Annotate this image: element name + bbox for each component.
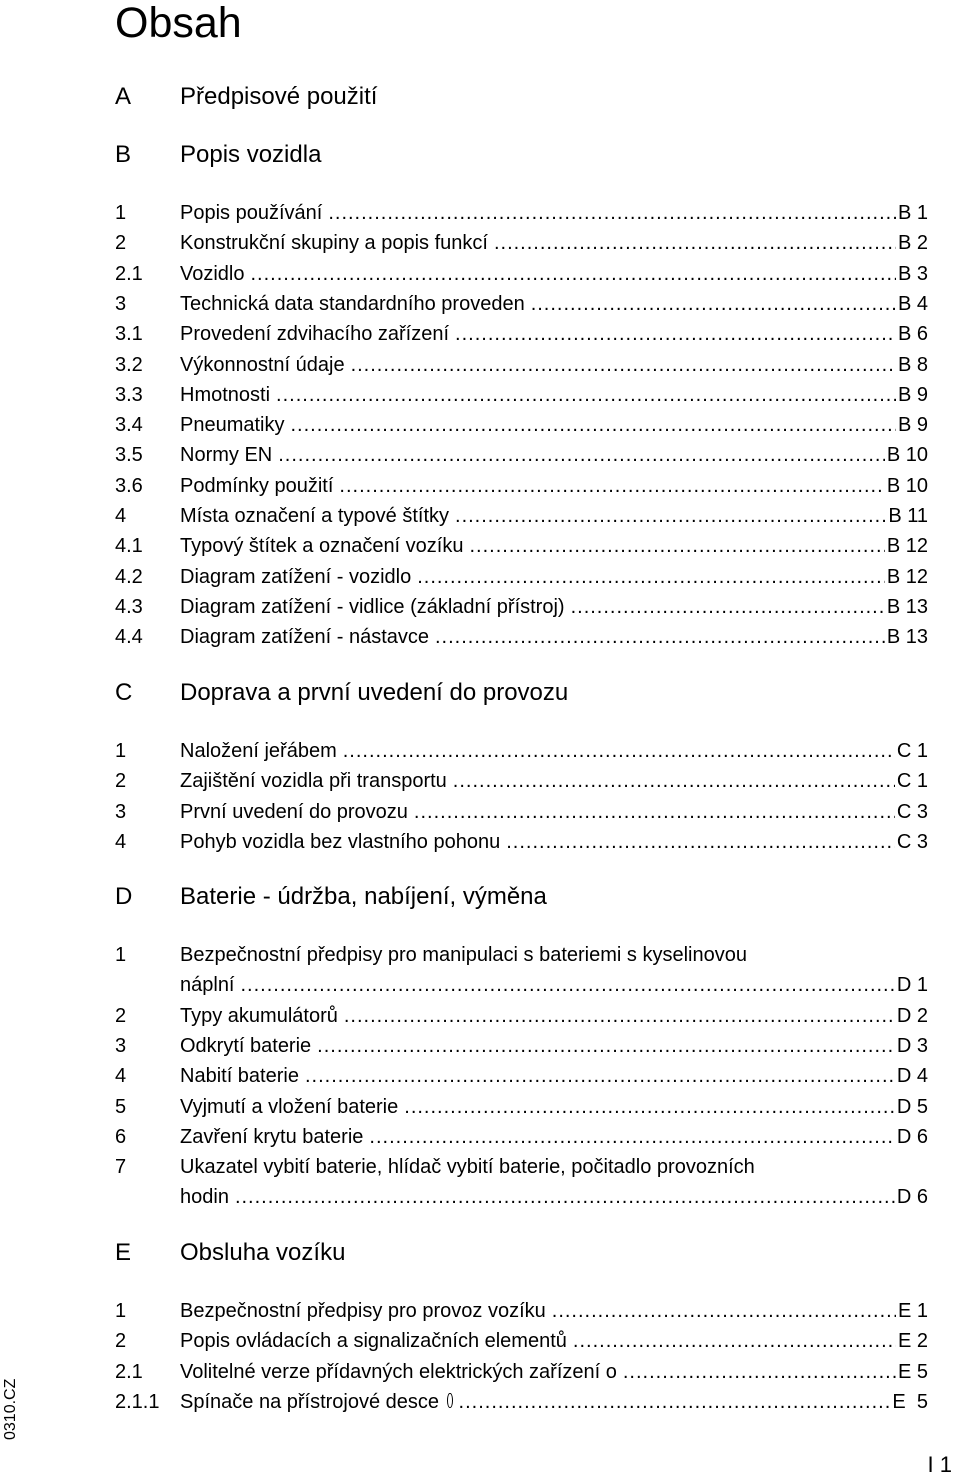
toc-entry-title[interactable]: Výkonnostní údaje	[180, 353, 345, 376]
toc-entry-number: 1	[115, 740, 127, 762]
toc-page-ref[interactable]: B 3	[897, 262, 928, 285]
toc-page-ref[interactable]: B 11	[888, 505, 928, 527]
dot-leader	[506, 827, 895, 857]
toc-entry-title[interactable]: První uvedení do provozu	[180, 800, 408, 823]
toc-entry[interactable]	[0, 1122, 960, 1152]
page-number: I 1	[927, 1452, 952, 1477]
dot-leader	[414, 797, 895, 827]
toc-page-ref[interactable]: B 9	[897, 414, 928, 437]
section-letter: D	[115, 883, 133, 910]
toc-page-ref[interactable]: B 2	[897, 232, 928, 255]
toc-page-ref[interactable]: B 4	[897, 292, 928, 315]
toc-entry-title[interactable]: Volitelné verze přídavných elektrických zařízení o	[180, 1360, 617, 1383]
toc-entry[interactable]	[0, 736, 960, 766]
toc-entry-number: 3.6	[115, 474, 143, 497]
toc-page-ref[interactable]: E 5	[892, 1390, 928, 1413]
toc-entry-number: 3.1	[115, 323, 143, 346]
toc-entry-number: 2.1	[115, 262, 143, 285]
section-letter: B	[115, 141, 132, 168]
dot-leader	[552, 1296, 896, 1326]
toc-page-ref[interactable]: B 8	[897, 353, 928, 376]
toc-entry-title[interactable]: Diagram zatížení - vidlice (základní přístroj)	[180, 595, 565, 618]
toc-entry-number: 3.2	[115, 353, 143, 376]
section-title[interactable]: Baterie - údržba, nabíjení, výměna	[180, 883, 547, 910]
toc-entry[interactable]	[0, 350, 960, 380]
toc-entry[interactable]	[0, 471, 960, 501]
toc-entry[interactable]	[0, 319, 960, 349]
toc-entry-title[interactable]: Podmínky použití	[180, 474, 334, 497]
toc-entry-title[interactable]: Typový štítek a označení vozíku	[180, 535, 464, 558]
section-heading	[0, 882, 960, 912]
toc-page-ref[interactable]: E 1	[897, 1300, 928, 1322]
dot-leader	[455, 501, 886, 531]
toc-page-ref[interactable]: D 4	[896, 1065, 928, 1088]
toc-entry-title[interactable]: Bezpečnostní předpisy pro manipulaci s bateriemi s kyselinovou	[180, 944, 747, 966]
toc-entry[interactable]	[0, 440, 960, 470]
dot-leader	[453, 766, 895, 796]
toc-entry[interactable]	[0, 562, 960, 592]
section-title[interactable]: Popis vozidla	[180, 141, 322, 168]
toc-page-ref[interactable]: D 5	[896, 1095, 928, 1118]
toc-entry-title[interactable]: Spínače na přístrojové desce	[180, 1390, 440, 1413]
dot-leader	[459, 1387, 891, 1417]
toc-entry[interactable]	[0, 228, 960, 258]
toc-entry-title[interactable]: Ukazatel vybití baterie, hlídač vybití baterie, počitadlo provozních	[180, 1156, 755, 1179]
toc-entry-title[interactable]: Nabití baterie	[180, 1065, 299, 1088]
toc-entry[interactable]	[0, 1031, 960, 1061]
toc-page-ref[interactable]: D 6	[896, 1125, 928, 1148]
section-title[interactable]: Předpisové použití	[180, 83, 378, 110]
toc-entry-title[interactable]: Provedení zdvihacího zařízení	[180, 323, 450, 346]
toc-entry-title[interactable]: hodin	[180, 1186, 229, 1209]
toc-entry-number: 6	[115, 1125, 127, 1148]
section-heading	[0, 82, 960, 112]
toc-entry-title[interactable]: Normy EN	[180, 444, 273, 467]
section-letter: E	[115, 1239, 132, 1266]
dot-leader	[276, 380, 896, 410]
toc-entry-number: 2	[115, 232, 127, 255]
toc-entry-number: 2	[115, 1004, 127, 1027]
document-code: 0310.CZ	[2, 1378, 19, 1440]
toc-entry-title[interactable]: Typy akumulátorů	[180, 1004, 338, 1027]
toc-page-ref[interactable]: C 1	[896, 740, 928, 762]
toc-entry[interactable]	[0, 1326, 960, 1356]
toc-entry-number: 1	[115, 1300, 127, 1322]
dot-leader	[339, 471, 884, 501]
toc-page-ref[interactable]: B 1	[897, 202, 928, 224]
toc-page-ref[interactable]: B 10	[886, 474, 928, 497]
toc-page-ref[interactable]: E 5	[897, 1360, 928, 1383]
toc-entry[interactable]	[0, 1182, 960, 1212]
section-heading	[0, 1238, 960, 1268]
toc-entry[interactable]	[0, 1357, 960, 1387]
toc-entry-number: 3.4	[115, 414, 143, 437]
toc-page-ref[interactable]: E 2	[897, 1330, 928, 1353]
dot-leader	[455, 319, 896, 349]
dot-leader	[344, 1001, 895, 1031]
toc-entry[interactable]	[0, 1061, 960, 1091]
toc-entry-number: 7	[115, 1156, 127, 1179]
toc-entry[interactable]	[0, 259, 960, 289]
toc-entry[interactable]	[0, 380, 960, 410]
dot-leader	[571, 592, 885, 622]
toc-entry-title[interactable]: náplní	[180, 974, 235, 997]
section-title[interactable]: Obsluha vozíku	[180, 1239, 346, 1266]
toc-page-ref[interactable]: C 3	[896, 800, 928, 823]
dot-leader	[404, 1092, 895, 1122]
toc-entry-title[interactable]: Bezpečnostní předpisy pro provoz vozíku	[180, 1300, 546, 1322]
toc-entry[interactable]	[0, 198, 960, 228]
toc-entry-number: 1	[115, 202, 127, 224]
dot-leader	[531, 289, 896, 319]
toc-entry-title[interactable]: Popis používání	[180, 202, 323, 224]
toc-entry-number: 3	[115, 1034, 127, 1057]
toc-page-ref[interactable]: B 12	[886, 535, 928, 558]
toc-page-ref[interactable]: D 6	[896, 1186, 928, 1209]
toc-entry[interactable]	[0, 592, 960, 622]
toc-entry-title[interactable]: Konstrukční skupiny a popis funkcí	[180, 232, 488, 255]
toc-page-ref[interactable]: B 6	[897, 323, 928, 346]
toc-entry[interactable]	[0, 1092, 960, 1122]
toc-page-ref[interactable]: B 9	[897, 383, 928, 406]
toc-entry-number: 4	[115, 830, 127, 853]
toc-entry[interactable]	[0, 1152, 960, 1182]
toc-entry-title[interactable]: Diagram zatížení - vozidlo	[180, 565, 412, 588]
toc-entry-title[interactable]: Odkrytí baterie	[180, 1034, 312, 1057]
toc-entry-number: 4.1	[115, 535, 143, 558]
circle-icon	[447, 1393, 452, 1408]
section-letter: C	[115, 679, 133, 706]
toc-page-ref[interactable]: B 10	[886, 444, 928, 467]
toc-page-ref[interactable]: B 12	[886, 565, 928, 588]
toc-page-ref[interactable]: C 1	[896, 770, 928, 793]
dot-leader	[351, 350, 896, 380]
toc-entry-title[interactable]: Popis ovládacích a signalizačních elementů	[180, 1330, 567, 1353]
toc-entry[interactable]	[0, 1296, 960, 1326]
toc-entry-title[interactable]: Hmotnosti	[180, 383, 271, 406]
toc-entry-number: 4.4	[115, 626, 143, 649]
dot-leader	[573, 1326, 896, 1356]
toc-entry[interactable]	[0, 940, 960, 970]
toc-entry-title[interactable]: Diagram zatížení - nástavce	[180, 626, 429, 649]
toc-entry-number: 3	[115, 800, 127, 823]
toc-entry-title[interactable]: Vozidlo	[180, 262, 245, 285]
dot-leader	[305, 1061, 895, 1091]
toc-entry[interactable]	[0, 797, 960, 827]
toc-entry-number: 5	[115, 1095, 127, 1118]
dot-leader	[291, 410, 896, 440]
toc-entry[interactable]	[0, 410, 960, 440]
toc-entry[interactable]	[0, 827, 960, 857]
dot-leader	[417, 562, 885, 592]
dot-leader	[328, 198, 896, 228]
dot-leader	[278, 440, 885, 470]
toc-entry-title[interactable]: Naložení jeřábem	[180, 740, 337, 762]
toc-entry-title[interactable]: Místa označení a typové štítky	[180, 505, 450, 527]
toc-entry-title[interactable]: Zajištění vozidla při transportu	[180, 770, 447, 793]
toc-entry-title[interactable]: Pohyb vozidla bez vlastního pohonu	[180, 830, 501, 853]
dot-leader	[343, 736, 895, 766]
toc-entry[interactable]	[0, 766, 960, 796]
toc-entry[interactable]	[0, 970, 960, 1000]
section-title[interactable]: Doprava a první uvedení do provozu	[180, 679, 569, 706]
toc-entry[interactable]	[0, 501, 960, 531]
toc-entry-number: 2.1.1	[115, 1390, 160, 1413]
toc-page-ref[interactable]: D 2	[896, 1004, 928, 1027]
dot-leader	[469, 531, 884, 561]
section-heading	[0, 140, 960, 170]
toc-entry[interactable]	[0, 289, 960, 319]
toc-page-ref[interactable]: D 3	[896, 1034, 928, 1057]
toc-entry[interactable]	[0, 1001, 960, 1031]
dot-leader	[251, 259, 896, 289]
toc-entry-number: 2	[115, 770, 127, 793]
toc-entry-number: 2	[115, 1330, 127, 1353]
toc-entry[interactable]	[0, 1387, 960, 1417]
section-heading	[0, 678, 960, 708]
section-letter: A	[115, 83, 132, 110]
toc-entry-number: 3.5	[115, 444, 143, 467]
dot-leader	[317, 1031, 895, 1061]
toc-entry-number: 3.3	[115, 383, 143, 406]
dot-leader	[435, 622, 885, 652]
dot-leader	[369, 1122, 894, 1152]
toc-entry-number: 4	[115, 1065, 127, 1088]
toc-entry-number: 4.3	[115, 595, 143, 618]
toc-page-ref[interactable]: D 1	[896, 974, 928, 997]
toc-entry-title[interactable]: Zavření krytu baterie	[180, 1125, 364, 1148]
toc-entry-number: 2.1	[115, 1360, 143, 1383]
toc-entry-number: 4	[115, 505, 127, 527]
toc-entry[interactable]	[0, 622, 960, 652]
dot-leader	[494, 228, 896, 258]
page-title: Obsah	[115, 0, 242, 47]
toc-page-ref[interactable]: B 13	[886, 595, 928, 618]
dot-leader	[235, 1182, 895, 1212]
toc-entry-title[interactable]: Pneumatiky	[180, 414, 285, 437]
dot-leader	[241, 970, 895, 1000]
toc-entry[interactable]	[0, 531, 960, 561]
toc-entry-title[interactable]: Vyjmutí a vložení baterie	[180, 1095, 399, 1118]
dot-leader	[623, 1357, 896, 1387]
toc-entry-number: 1	[115, 944, 127, 966]
toc-page-ref[interactable]: B 13	[886, 626, 928, 649]
toc-page-ref[interactable]: C 3	[896, 830, 928, 853]
toc-entry-number: 3	[115, 292, 127, 315]
toc-entry-title[interactable]: Technická data standardního proveden	[180, 292, 525, 315]
toc-entry-number: 4.2	[115, 565, 143, 588]
